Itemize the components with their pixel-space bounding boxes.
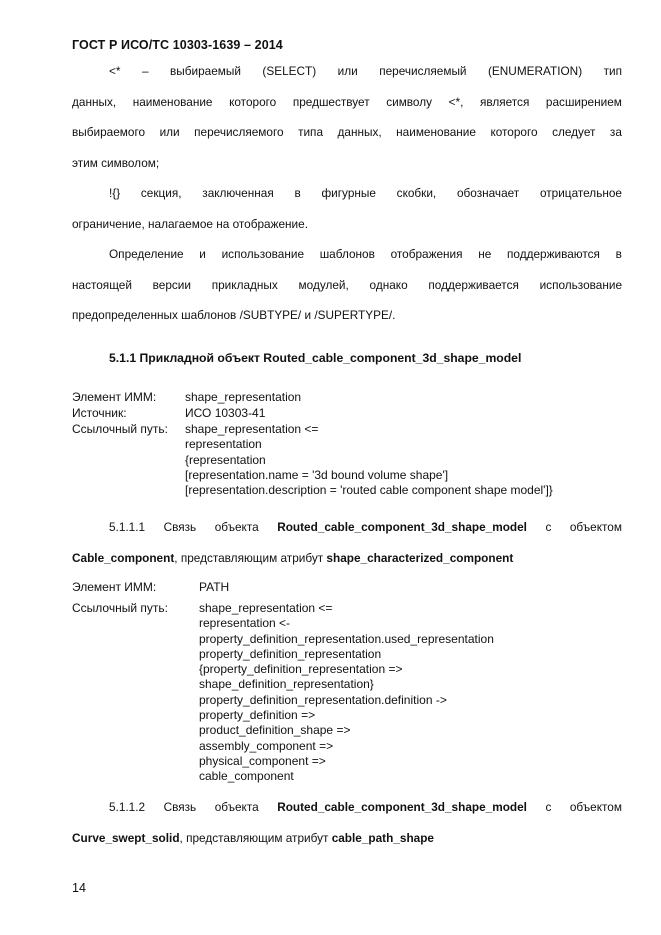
word: скобки, xyxy=(396,186,437,200)
word: обозначает xyxy=(456,186,520,200)
word: за xyxy=(609,125,622,139)
path-line: property_definition_representation xyxy=(199,646,382,661)
word: перечисляемый xyxy=(379,64,467,78)
word: перечисляемого xyxy=(194,125,284,139)
path-line: representation xyxy=(185,437,262,452)
word: предшествует xyxy=(292,94,370,109)
element-label: Элемент ИММ: xyxy=(72,390,157,404)
source-label: Источник: xyxy=(72,406,127,420)
word: с xyxy=(545,520,552,534)
document-header: ГОСТ Р ИСО/ТС 10303-1639 – 2014 xyxy=(72,38,283,52)
word: этим символом; xyxy=(72,155,160,170)
word: с xyxy=(545,800,552,814)
word: (SELECT) xyxy=(262,64,317,78)
word: в xyxy=(615,247,622,261)
word: отрицательное xyxy=(539,186,622,200)
connector-text: , представляющим атрибут xyxy=(179,830,332,845)
word: модулей, xyxy=(298,277,349,292)
reference-path xyxy=(199,601,494,785)
page-number: 14 xyxy=(72,881,86,895)
word: не xyxy=(478,247,492,261)
word: 5.1.1.1 xyxy=(109,520,146,534)
path-label: Ссылочный путь: xyxy=(72,601,168,615)
source-value: ИСО 10303-41 xyxy=(185,406,266,420)
word: использование xyxy=(221,247,304,261)
attribute-name: cable_path_shape xyxy=(331,830,434,845)
word: данных, xyxy=(72,94,117,109)
path-line: property_definition_representation.used_representation xyxy=(199,631,494,646)
path-line: {property_definition_representation => xyxy=(199,662,403,677)
word: секция, xyxy=(140,186,182,200)
attribute-name: shape_characterized_component xyxy=(326,550,514,565)
word: поддерживаются xyxy=(507,247,600,261)
path-line: shape_representation <= xyxy=(185,422,319,436)
word: заключенная xyxy=(202,186,274,200)
path-line: property_definition_representation.definition -> xyxy=(199,692,447,707)
subsection-2-line1 xyxy=(72,799,622,830)
element-label: Элемент ИММ: xyxy=(72,580,157,594)
subsection-1-line2 xyxy=(72,550,622,581)
text-line xyxy=(72,307,622,338)
word: данных, xyxy=(337,125,382,139)
word: Связь xyxy=(163,520,197,534)
word: предопределенных шаблонов /SUBTYPE/ и /SUPERTYPE/. xyxy=(72,308,396,322)
path-line: property_definition => xyxy=(199,708,316,723)
word: расширением xyxy=(545,94,622,109)
connector-text: , представляющим атрибут xyxy=(174,550,327,565)
path-line: shape_representation <= xyxy=(199,601,333,615)
target-object: Cable_component xyxy=(72,550,175,565)
word: объекта xyxy=(214,520,259,534)
word: следует xyxy=(552,125,596,139)
source-object: Routed_cable_component_3d_shape_model xyxy=(277,800,527,814)
path-line: [representation.name = '3d bound volume shape'] xyxy=(185,467,449,482)
word: <* xyxy=(109,64,121,78)
word: 5.1.1.2 xyxy=(109,800,146,814)
word: объектом xyxy=(569,520,622,534)
path-line: representation <- xyxy=(199,616,291,631)
word: фигурные xyxy=(321,186,376,200)
word: – xyxy=(141,64,149,78)
word: символу xyxy=(386,94,433,109)
path-label: Ссылочный путь: xyxy=(72,422,168,436)
subsection-1-line1 xyxy=(72,519,622,550)
word: <*, xyxy=(448,94,464,109)
word: которого xyxy=(490,125,538,139)
word: типа xyxy=(298,125,324,139)
word: (ENUMERATION) xyxy=(487,64,583,78)
word: является xyxy=(479,94,530,109)
section-title: 5.1.1 Прикладной объект Routed_cable_component_3d_shape_model xyxy=(109,351,522,365)
word: которого xyxy=(229,94,277,109)
paragraph-negative-constraint xyxy=(72,185,622,246)
text-line xyxy=(72,63,622,94)
word: прикладных xyxy=(211,277,278,292)
word: использование xyxy=(539,277,622,292)
word: выбираемого xyxy=(72,125,146,139)
word: в xyxy=(294,186,301,200)
target-object: Curve_swept_solid xyxy=(72,830,180,845)
word: !{} xyxy=(109,186,121,200)
source-object: Routed_cable_component_3d_shape_model xyxy=(277,520,527,534)
word: ограничение, налагаемое на отображение. xyxy=(72,216,308,231)
text-line xyxy=(72,155,622,186)
path-line: cable_component xyxy=(199,769,294,784)
paragraph-select-enumeration xyxy=(72,63,622,185)
element-value: PATH xyxy=(199,580,230,594)
word: шаблонов xyxy=(319,247,375,261)
text-line xyxy=(72,216,622,247)
reference-path xyxy=(185,422,553,498)
text-line xyxy=(72,185,622,216)
word: тип xyxy=(603,64,622,78)
word: или xyxy=(337,64,358,78)
word: объектом xyxy=(569,800,622,814)
text-line xyxy=(72,277,622,308)
text-line xyxy=(72,246,622,277)
word: или xyxy=(159,125,180,139)
path-line: shape_definition_representation} xyxy=(199,677,374,692)
subsection-2-heading xyxy=(72,799,622,860)
word: Определение xyxy=(109,247,184,261)
word: наименование xyxy=(132,94,213,109)
path-line: [representation.description = 'routed cable component shape model']} xyxy=(185,483,553,498)
paragraph-templates xyxy=(72,246,622,338)
word: и xyxy=(199,247,206,261)
subsection-1-heading xyxy=(72,519,622,580)
word: Связь xyxy=(163,800,197,814)
path-line: {representation xyxy=(185,452,266,467)
path-line: assembly_component => xyxy=(199,738,334,753)
word: поддерживается xyxy=(428,277,519,292)
text-line xyxy=(72,124,622,155)
word: однако xyxy=(369,277,408,292)
word: отображения xyxy=(390,247,463,261)
text-line xyxy=(72,94,622,125)
subsection-2-line2 xyxy=(72,830,622,861)
element-value: shape_representation xyxy=(185,390,302,404)
word: настоящей xyxy=(72,277,132,292)
word: объекта xyxy=(214,800,259,814)
word: наименование xyxy=(396,125,476,139)
path-line: physical_component => xyxy=(199,753,326,768)
path-line: product_definition_shape => xyxy=(199,723,351,738)
word: выбираемый xyxy=(169,64,241,78)
word: версии xyxy=(152,277,191,292)
